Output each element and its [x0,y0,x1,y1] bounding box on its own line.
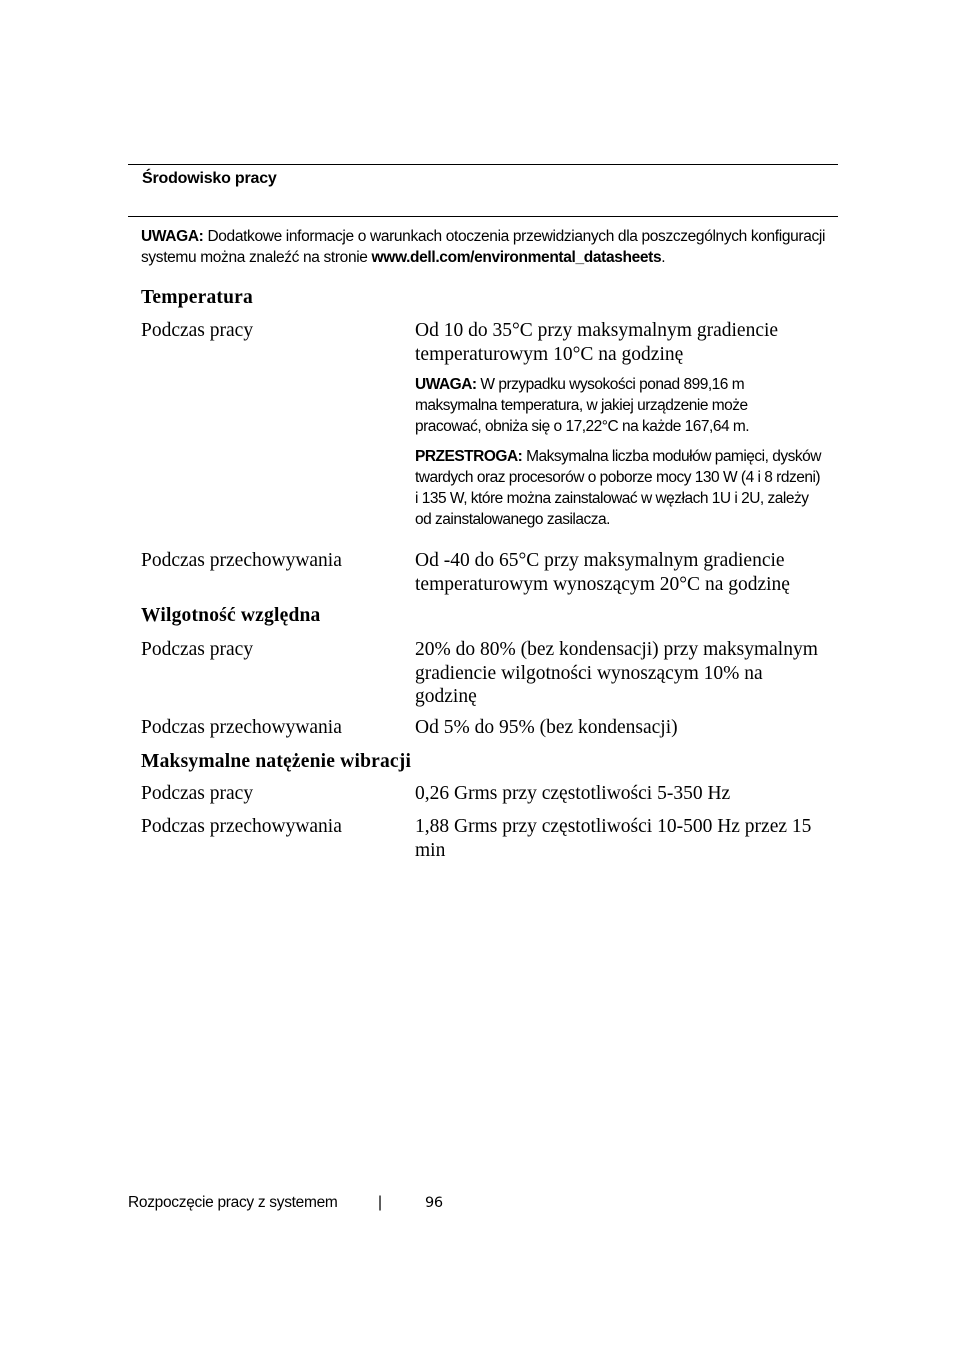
datasheets-link[interactable]: www.dell.com/environmental_datasheets [371,249,662,266]
caution-note [415,446,825,530]
temperature-storage-value: Od -40 do 65°C przy maksymalnym gradiencie temperaturowym wynoszącym 20°C na godzinę [415,550,790,595]
humidity-operating-value: 20% do 80% (bez kondensacji) przy maksymalnym gradiencie wilgotności wynoszącym 10% na godzinę [415,639,818,707]
page-number: 96 [425,1195,443,1211]
vibration-operating-value: 0,26 Grms przy częstotliwości 5-350 Hz [415,783,731,804]
temperature-storage-label: Podczas przechowywania [141,550,342,571]
altitude-note-text: W przypadku wysokości ponad 899,16 m maksymalna temperatura, w jakiej urządzenie może pracować, obniża się o 17,22°C na każde 167,64 m. [415,376,750,435]
temperature-operating-label: Podczas pracy [141,320,254,341]
temperature-operating-value: Od 10 do 35°C przy maksymalnym gradiencie temperaturowym 10°C na godzinę [415,320,779,365]
footer-title: Rozpoczęcie pracy z systemem [128,1194,338,1211]
vibration-storage-label: Podczas przechowywania [141,816,342,837]
vibration-heading: Maksymalne natężenie wibracji [141,751,412,772]
altitude-note [415,374,795,437]
vibration-storage-value: 1,88 Grms przy częstotliwości 10-500 Hz przez 15 min [415,816,812,861]
footer-separator: | [378,1194,382,1211]
humidity-storage-value: Od 5% do 95% (bez kondensacji) [415,717,678,738]
note-text: Dodatkowe informacje o warunkach otoczenia przewidzianych dla poszczególnych konfiguracji systemu można znaleźć na stronie [141,228,826,266]
temperature-heading: Temperatura [141,287,253,308]
humidity-storage-label: Podczas przechowywania [141,717,342,738]
caution-label: PRZESTROGA: [415,448,523,465]
table-top-rule [128,164,838,165]
header-rule [128,216,838,217]
note-end: . [661,249,666,266]
section-title: Środowisko pracy [142,170,277,187]
environmental-note [141,226,831,268]
humidity-operating-label: Podczas pracy [141,639,254,660]
note-label: UWAGA: [141,228,204,245]
caution-text: Maksymalna liczba modułów pamięci, dysków twardych oraz procesorów o poborze mocy 130 W (4 i 8 rdzeni) i 135 W, które można zainstalować w węzłach 1U i 2U, zależy od zainstalowanego zasilacza. [415,448,821,528]
humidity-heading: Wilgotność względna [141,605,321,626]
vibration-operating-label: Podczas pracy [141,783,254,804]
altitude-note-label: UWAGA: [415,376,477,393]
